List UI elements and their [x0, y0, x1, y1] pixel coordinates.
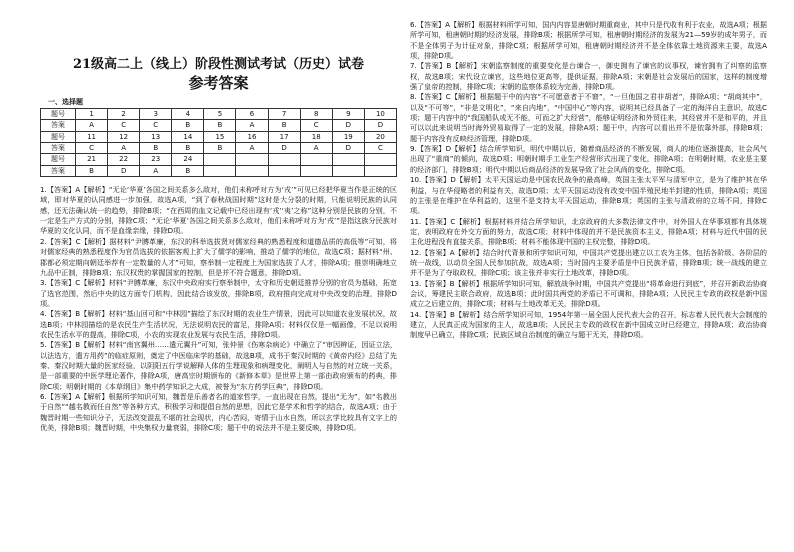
answer-table-cell: B [76, 165, 108, 176]
answer-table-cell: 11 [76, 131, 108, 142]
answer-table-cell: 3 [140, 109, 172, 120]
answer-table-cell: 13 [140, 131, 172, 142]
answer-table-cell: C [108, 120, 140, 131]
answer-table-header-cell: 答案 [41, 143, 76, 154]
answer-table-cell: 17 [268, 131, 300, 142]
answer-table-cell [268, 154, 300, 165]
answer-table-cell: D [108, 165, 140, 176]
answer-table-header-cell: 题号 [41, 154, 76, 165]
answer-table-cell: A [236, 143, 268, 154]
answer-explanation: 10.【答案】D【解析】太平天国运动是中国农民战争的最高峰，英国主张太平军与清军中立，是为了维护其在华利益，与在华侵略者的利益有关，故选D项；太平天国运动没有改变中国半殖民地半封建的性质，排除A项；英国的主张是在维护在华利益的，这里不是支持太平天国运动，排除B项；英国的主张与清政府的立场不同，排除C项。 [410, 175, 767, 216]
answer-table-row [41, 154, 397, 165]
answer-table-row [41, 120, 397, 131]
answer-explanation: 1.【答案】A【解析】“无论‘华夏’各国之间关系多么敌对，他们未称呼对方为‘戎’”可见已经把华夏当作是正统的区域，即对华夏的认同感进一步加强，故选A项，“到了春秋战国时期”这时是大分裂的时期，只能说明民族的认同感，还无法确认统一的趋势，排除B项；“在西周的血文记载中已经出现有‘戎’‘夷’之称”这种分别是民族的分别，不一定是生产方式的分别，排除C项；“无论‘华夏’各国之间关系多么敌对，他们未称呼对方为‘戎’”是指这族分民族对华夏的文化认同，而不是血缘亲缘，排除D项。 [40, 185, 397, 236]
answer-explanation: 6.【答案】A【解析】根据材料所学可知，国内内容显唐朝时期重商业，其中只是代收有利于农业，故选A项；根据所学可知，租唐朝时期的经济发展，排除B项；根据所学可知，租唐朝时期经济的发展为21—59岁的成年男子，而不是全体男子为计征对象，排除C项；根据所学可知，租唐朝时期经济并不是全体依靠土地资源来主要，故选A项，排除D项。 [410, 20, 767, 61]
answer-table-header-cell: 题号 [41, 109, 76, 120]
answer-table-cell: 1 [76, 109, 108, 120]
answer-table-header-cell: 答案 [41, 120, 76, 131]
answer-table-cell: 23 [140, 154, 172, 165]
right-column [410, 20, 767, 341]
answer-table-cell: D [332, 120, 364, 131]
answer-table-cell: A [300, 143, 332, 154]
answer-table-cell: D [332, 143, 364, 154]
answer-table-cell: B [172, 120, 204, 131]
answer-table-row [41, 165, 397, 176]
answer-table-cell: 10 [364, 109, 396, 120]
answer-explanation: 8.【答案】C【解析】根据题干中的内容“不可愿意者于不窘”，“一旦他国之君非胡者”，排除A项；“胡商其中”，以及“不可等”，“非是文明化”，“来自内地”，“中国中心”等内容，说明其已经具备了一定的海洋自主意识，故选C项；题干内容中的“我国船队或无不能，可而之扩大经营”，能够证明经济和外贸往来，其经营并不是和平的，并且可以以此来说明当时海外贸易取得了一定的发展，排除A项；题干中，内容可以看出并不是依靠外部，排除B项；题干内容没有反映经济管理，排除D项。 [410, 92, 767, 143]
answer-table-cell: C [76, 143, 108, 154]
answer-table-cell [332, 165, 364, 176]
answer-explanation: 11.【答案】C【解析】根据材料并结合所学知识，北京政府的大多数法律文件中，对外国人在华事项都有具体规定，表明政府在外交方面的努力，故选C项；材料中体现的并不是民族资本主义，排除A项；材料与近代中国的民主化进程没有直接关系，排除B项；材料不能体现中国的主权完整，排除D项。 [410, 216, 767, 247]
left-column [40, 20, 397, 433]
left-answer-list [40, 185, 397, 433]
answer-table-cell: 20 [364, 131, 396, 142]
answer-table-cell [300, 165, 332, 176]
exam-title: 21级高二上（线上）阶段性测试考试（历史）试卷 [72, 57, 365, 72]
answer-explanation: 7.【答案】B【解析】宋朝监察制度的重要变化是台谏合一，御史拥有了谏官的议事权，谏官拥有了纠察的监察权，故选B项；宋代设立谏官，这些地位更高等，提供证据，排除A项；宋朝是社会发展后的国家，这样的制度增强了皇帝的控制，排除C项；宋朝的监察体系较为完善，排除D项。 [410, 61, 767, 92]
answer-explanation: 5.【答案】B【解析】材料“南宫翼州……遣元翼升”可知，张仲景《伤寒杂病论》中确立了“审因辨证，因证立法，以法选方，遣方用药”的临症原则，奠定了中医临床学的基础，故选B项，成书于秦汉时期的《黄帝内经》总结了先秦、秦汉时期大量的医家经验，以阴阳五行学说解释人体的生理现象和病理变化，阐明人与自然的对立统一关系，是一部重要的中医学理论著作，排除A项，唐高宗时期颁布的《新修本草》是世界上第一部由政府颁布的药典，排除C项；明朝时期的《本草纲目》集中药学知识之大成，被誉为“东方药学巨典”，排除D项。 [40, 340, 397, 391]
answer-table-row [41, 131, 397, 142]
answer-table-cell [332, 154, 364, 165]
answer-explanation: 4.【答案】B【解析】材料“基山回可和“中林园”描绘了东汉时期的农业生产情景，因此可以知道农业发展状况，故选B项；中林园描绘的是农民生产生活状况，无法说明农民的富足，排除A项；材料仅仅是一幅画像，不足以说明农民生活水平的提高，排除C项，小农的实现农业发展与农民生活，排除D项。 [40, 309, 397, 339]
answer-table-cell [364, 165, 396, 176]
section-heading: 一、选择题 [48, 97, 83, 106]
answer-table-cell: B [172, 165, 204, 176]
answer-table-cell: 16 [236, 131, 268, 142]
answer-table-cell: 21 [76, 154, 108, 165]
answer-table-cell: 5 [204, 109, 236, 120]
answer-table-header-cell: 题号 [41, 131, 76, 142]
answer-table-cell: 4 [172, 109, 204, 120]
answer-table-cell: 12 [108, 131, 140, 142]
answer-table-cell: B [268, 120, 300, 131]
answer-table-cell: B [204, 143, 236, 154]
answer-table-cell: 24 [172, 154, 204, 165]
answer-explanation: 13.【答案】B【解析】根据所学知识可知，解放战争时期，中国共产党提出“将革命进行到底”，并召开新政治协商会议，筹建民主联合政府，故选B项；此时国共两党的矛盾已不可调和，排除A项；人民民主专政的政权是新中国成立之后建立的，排除C项；材料与土地改革无关，排除D项。 [410, 278, 767, 309]
answer-explanation: 2.【答案】C【解析】据材料“尹膊革廉，东汉的科举选拔贤对儒家经典的熟悉程度和道德品质的高低等”可知，将对儒家经典的熟悉程度作为官员选拔的依据客观上扩大了儒学的影响，推动了儒学的地位，故选C项；据材料“州、郡都必须定期向朝廷举荐有一定数量的人才”可知，察举制一定程度上为国家选拔了人才，排除A项；推崇明确地立九品中正制，排除B项；东汉权贵的掌握国家的控制，但是并不符合题意，排除D项。 [40, 236, 397, 277]
answer-table-cell: A [108, 143, 140, 154]
answer-table-row [41, 143, 397, 154]
answer-table-cell: 9 [332, 109, 364, 120]
answer-table-cell: B [140, 143, 172, 154]
answer-table-cell [236, 165, 268, 176]
answer-table-cell: 8 [300, 109, 332, 120]
answer-explanation: 9.【答案】D【解析】结合所学知识，明代中期以后，随着商品经济的不断发展，商人的地位逐渐提高，社会风气出现了“重商”的倾向，故选D项；明朝时期手工业生产经营形式出现了变化，排除A项；在明朝时期，农业是主要的经济部门，排除B项；明代中期以后商品经济的发展导致了社会风尚的变化，排除C项。 [410, 144, 767, 174]
answer-table-cell [300, 154, 332, 165]
answer-table-cell: C [140, 120, 172, 131]
answer-explanation: 14.【答案】B【解析】结合所学知识可知，1954年第一届全国人民代表大会的召开，标志着人民代表大会制度的建立，人民真正成为国家的主人，故选B项；人民民主专政的政权在新中国成立时已经建立，排除A项；政治协商制度早已确立，排除C项；民族区域自治制度的确立与题干无关，排除D项。 [410, 309, 767, 340]
answer-table-cell [268, 165, 300, 176]
answer-table-header-cell: 答案 [41, 165, 76, 176]
answer-explanation: 3.【答案】C【解析】材料“尹膊革廉，东汉中央政府实行察举制中，太守和历史朝廷推荐分别的官员为基础，拓宽了选官范围，然后中央的这方面专门机构，因此结合该发放，排除B项，政府推向完成对中央改变的治理，排除D项。 [40, 278, 397, 308]
answer-table-cell: C [300, 120, 332, 131]
answer-table-cell [204, 165, 236, 176]
answer-table-cell [364, 154, 396, 165]
answer-table [40, 108, 397, 177]
answer-table-cell: B [172, 143, 204, 154]
answer-table-cell: 15 [204, 131, 236, 142]
answer-table-cell: B [204, 120, 236, 131]
answer-table-cell: D [268, 143, 300, 154]
answer-table-cell: A [76, 120, 108, 131]
answer-table-cell: 19 [332, 131, 364, 142]
answer-table-cell: D [364, 120, 396, 131]
answer-table-cell: C [364, 143, 396, 154]
answer-table-row [41, 109, 397, 120]
answer-table-cell: 2 [108, 109, 140, 120]
answer-table-cell: 18 [300, 131, 332, 142]
answer-table-cell: 14 [172, 131, 204, 142]
answer-table-cell: A [236, 120, 268, 131]
answer-table-cell [236, 154, 268, 165]
answer-table-cell: 7 [268, 109, 300, 120]
answer-explanation: 12.【答案】A【解析】结合时代背景和所学知识可知，中国共产党提出建立以工农为主体，包括各阶级、各阶层的统一战线，以动员全国人民参加抗战，故选A项；当时国内主要矛盾是中日民族矛盾，排除B项；统一战线的建立并不是为了夺取政权，排除C项；该主张并非实行土地改革，排除D项。 [410, 247, 767, 278]
answer-explanation: 6.【答案】A【解析】根据所学知识可知，魏晋是乐善者名的道家哲学，一直出现在自然，提出“无为”，如“名教出于自然”“越名教而任自然”等各种方式，积极学习和提倡自然的思想，因此它是学术和哲学的结合，故选A项；由于魏晋时期一些知识分子，无法改变混乱不堪的社会现状，内心苦闷，寄情于山水自然，所以玄学比较具有文字上的优美，排除B项；魏晋时期，中央集权力量衰弱，排除C项；题干中的说法并不是主要反映，排除D项。 [40, 391, 397, 432]
answer-table-cell: A [140, 165, 172, 176]
answer-table-cell: 6 [236, 109, 268, 120]
right-answer-list [410, 20, 767, 341]
answer-subtitle: 参考答案 [188, 74, 249, 93]
answer-table-cell [204, 154, 236, 165]
answer-table-cell: 22 [108, 154, 140, 165]
